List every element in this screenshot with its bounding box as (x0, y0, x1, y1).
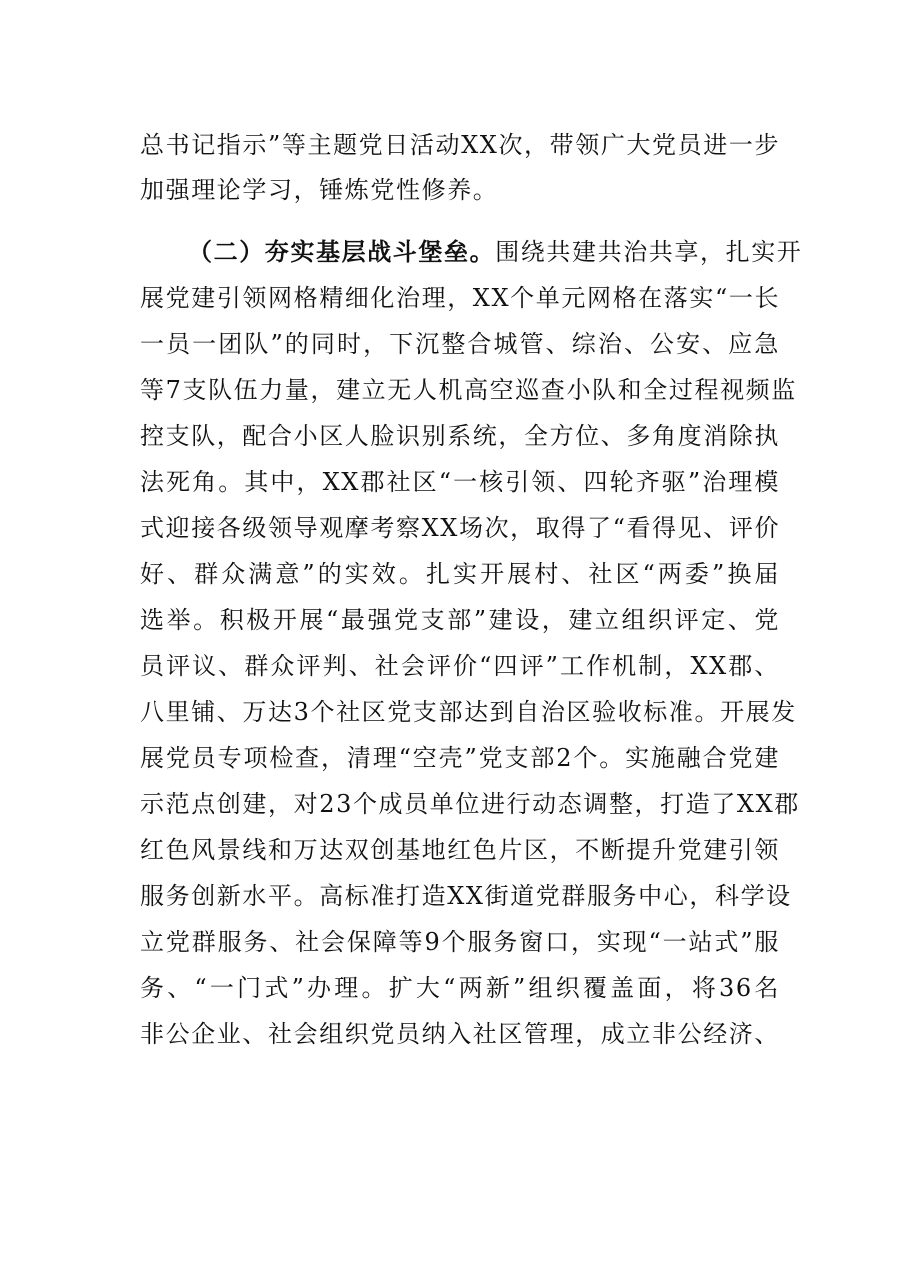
paragraph-line: 八里铺、万达3个社区党支部达到自治区验收标准。开展发 (140, 698, 797, 726)
paragraph-line: 红色风景线和万达双创基地红色片区，不断提升党建引领 (140, 836, 780, 864)
paragraph-line: 总书记指示”等主题党日活动XX次，带领广大党员进一步 (140, 131, 781, 159)
section-first-line (188, 234, 803, 270)
paragraph-line: 服务创新水平。高标准打造XX街道党群服务中心，科学设 (140, 882, 792, 910)
paragraph-line: 员评议、群众评判、社会评价“四评”工作机制，XX郡、 (140, 652, 780, 680)
paragraph-line: 式迎接各级领导观摩考察XX场次，取得了“看得见、评价 (140, 514, 781, 542)
paragraph-line: 等7支队伍力量，建立无人机高空巡查小队和全过程视频监 (140, 376, 797, 404)
paragraph-line: 展党员专项检查，清理“空壳”党支部2个。实施融合党建 (140, 744, 780, 772)
paragraph-line: 立党群服务、社会保障等9个服务窗口，实现“一站式”服 (140, 928, 780, 956)
paragraph-line: 一员一团队”的同时，下沉整合城管、综治、公安、应急 (140, 330, 780, 358)
paragraph-line: 选举。积极开展“最强党支部”建设，建立组织评定、党 (140, 606, 780, 634)
paragraph-line: 加强理论学习，锤炼党性修养。 (140, 176, 499, 204)
paragraph-line: 法死角。其中，XX郡社区“一核引领、四轮齐驱”治理模 (140, 468, 780, 496)
paragraph-line: 好、群众满意”的实效。扎实开展村、社区“两委”换届 (140, 560, 780, 588)
paragraph-line: 控支队，配合小区人脸识别系统，全方位、多角度消除执 (140, 422, 780, 450)
paragraph-line: 示范点创建，对23个成员单位进行动态调整，打造了XX郡 (140, 790, 800, 818)
paragraph-line: 非公企业、社会组织党员纳入社区管理，成立非公经济、 (140, 1020, 780, 1048)
section-heading: （二）夯实基层战斗堡垒。 (188, 237, 496, 266)
paragraph-line: 展党建引领网格精细化治理，XX个单元网格在落实“一长 (140, 284, 781, 312)
section-first-line-text: 围绕共建共治共享，扎实开 (495, 238, 803, 266)
paragraph-line: 务、“一门式”办理。扩大“两新”组织覆盖面，将36名 (140, 974, 780, 1002)
